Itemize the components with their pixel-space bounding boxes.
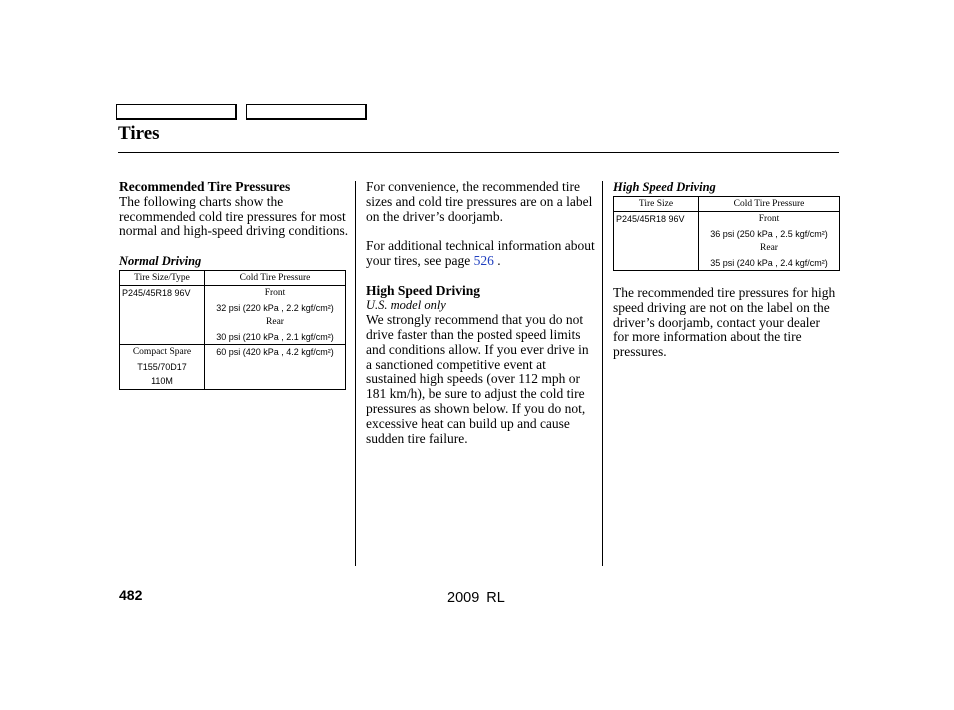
high-speed-note-paragraph: The recommended tire pressures for high speed driving are not on the label on the driver’s doorjamb, contact your dealer for more information about the tire pressures. [613,285,836,360]
rear-label: Rear [760,243,778,254]
table-header: Cold Tire Pressure [205,270,346,286]
table-header: Tire Size [614,196,699,212]
model-note: U.S. model only [366,298,446,313]
high-speed-table [613,196,840,272]
rear-pressure: 35 psi (240 kPa , 2.4 kgf/cm²) [710,257,828,268]
high-speed-caption: High Speed Driving [613,180,716,194]
tire-size-cell: P245/45R18 96V [120,286,205,345]
nav-tab-next[interactable] [246,104,367,120]
high-speed-paragraph: We strongly recommend that you do not drive faster than the posted speed limits and conditions allow. If you ever drive in a sanctioned competitive event at sustained high speeds (over 112 mph or 181 km/h), be sure to adjust the cold tire pressures as shown below. If you do not, excessive heat can build up and cause sudden tire failure. [366,312,589,446]
table-header: Tire Size/Type [120,270,205,286]
rear-label: Rear [266,317,284,328]
spare-pressure: 60 psi (420 kPa , 4.2 kgf/cm²) [205,345,346,390]
front-label: Front [758,214,780,225]
front-pressure: 32 psi (220 kPa , 2.2 kgf/cm²) [216,302,334,313]
section-heading-high-speed: High Speed Driving [366,282,481,298]
column-1 [119,180,349,390]
convenience-paragraph: For convenience, the recommended tire sizes and cold tire pressures are on a label on the driver’s doorjamb. [366,179,593,224]
section-heading-recommended: Recommended Tire Pressures [119,179,291,194]
spare-size: T155/70D17 [137,361,187,372]
column-3 [613,180,839,360]
intro-paragraph: The following charts show the recommended cold tire pressures for most normal and high-speed driving conditions. [119,193,349,239]
page-link[interactable]: 526 [473,252,494,268]
table-header: Cold Tire Pressure [699,196,840,212]
nav-tab-previous[interactable] [116,104,237,120]
rear-pressure: 30 psi (210 kPa , 2.1 kgf/cm²) [216,331,334,342]
front-label: Front [264,288,286,299]
normal-driving-table [119,270,346,390]
tire-size-cell: P245/45R18 96V [614,212,699,271]
column-divider-1 [355,181,356,566]
page-number: 482 [119,587,143,603]
page-title: Tires [118,123,160,144]
column-divider-2 [602,181,603,566]
title-divider [118,152,839,153]
column-2 [366,180,596,446]
spare-type: Compact Spare [132,347,192,358]
normal-driving-caption: Normal Driving [119,254,202,269]
spare-load: 110M [151,376,173,387]
technical-info-paragraph: For additional technical information about your tires, see page 526 . [366,238,595,268]
footer-model: 2009 RL [447,590,505,606]
front-pressure: 36 psi (250 kPa , 2.5 kgf/cm²) [710,228,828,239]
